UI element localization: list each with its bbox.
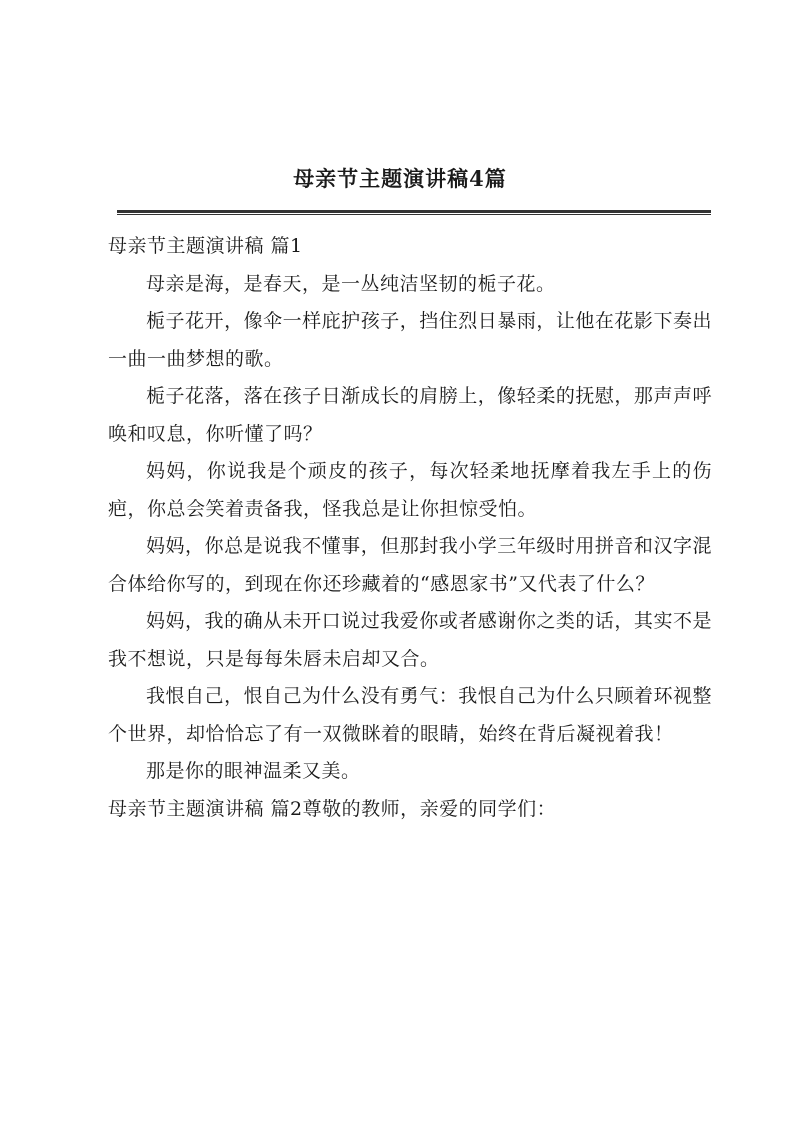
paragraph: 栀子花开，像伞一样庇护孩子，挡住烈日暴雨，让他在花影下奏出一曲一曲梦想的歌。 <box>108 310 712 370</box>
paragraph: 那是你的眼神温柔又美。 <box>146 760 361 782</box>
paragraph: 我恨自己，恨自己为什么没有勇气：我恨自己为什么只顾着环视整个世界，却恰恰忘了有一双微眯着的眼睛，始终在背后凝视着我！ <box>108 685 712 745</box>
title-divider <box>117 210 711 215</box>
paragraph: 栀子花落，落在孩子日渐成长的肩膀上，像轻柔的抚慰，那声声呼唤和叹息，你听懂了吗？ <box>108 385 712 445</box>
paragraph: 妈妈，我的确从未开口说过我爱你或者感谢你之类的话，其实不是我不想说，只是每每朱唇未启却又合。 <box>108 610 712 670</box>
section-heading-1: 母亲节主题演讲稿 篇1 <box>108 235 303 257</box>
section-heading-2: 母亲节主题演讲稿 篇2尊敬的教师，亲爱的同学们： <box>108 797 557 820</box>
paragraph: 妈妈，你说我是个顽皮的孩子，每次轻柔地抚摩着我左手上的伤疤，你总会笑着责备我，怪我总是让你担惊受怕。 <box>108 460 712 520</box>
paragraph: 母亲是海，是春天，是一丛纯洁坚韧的栀子花。 <box>146 272 556 295</box>
document-body <box>108 228 712 828</box>
paragraph: 妈妈，你总是说我不懂事，但那封我小学三年级时用拼音和汉字混合体给你写的，到现在你还珍藏着的“感恩家书”又代表了什么？ <box>108 535 712 595</box>
document-title: 母亲节主题演讲稿4篇 <box>293 166 507 191</box>
